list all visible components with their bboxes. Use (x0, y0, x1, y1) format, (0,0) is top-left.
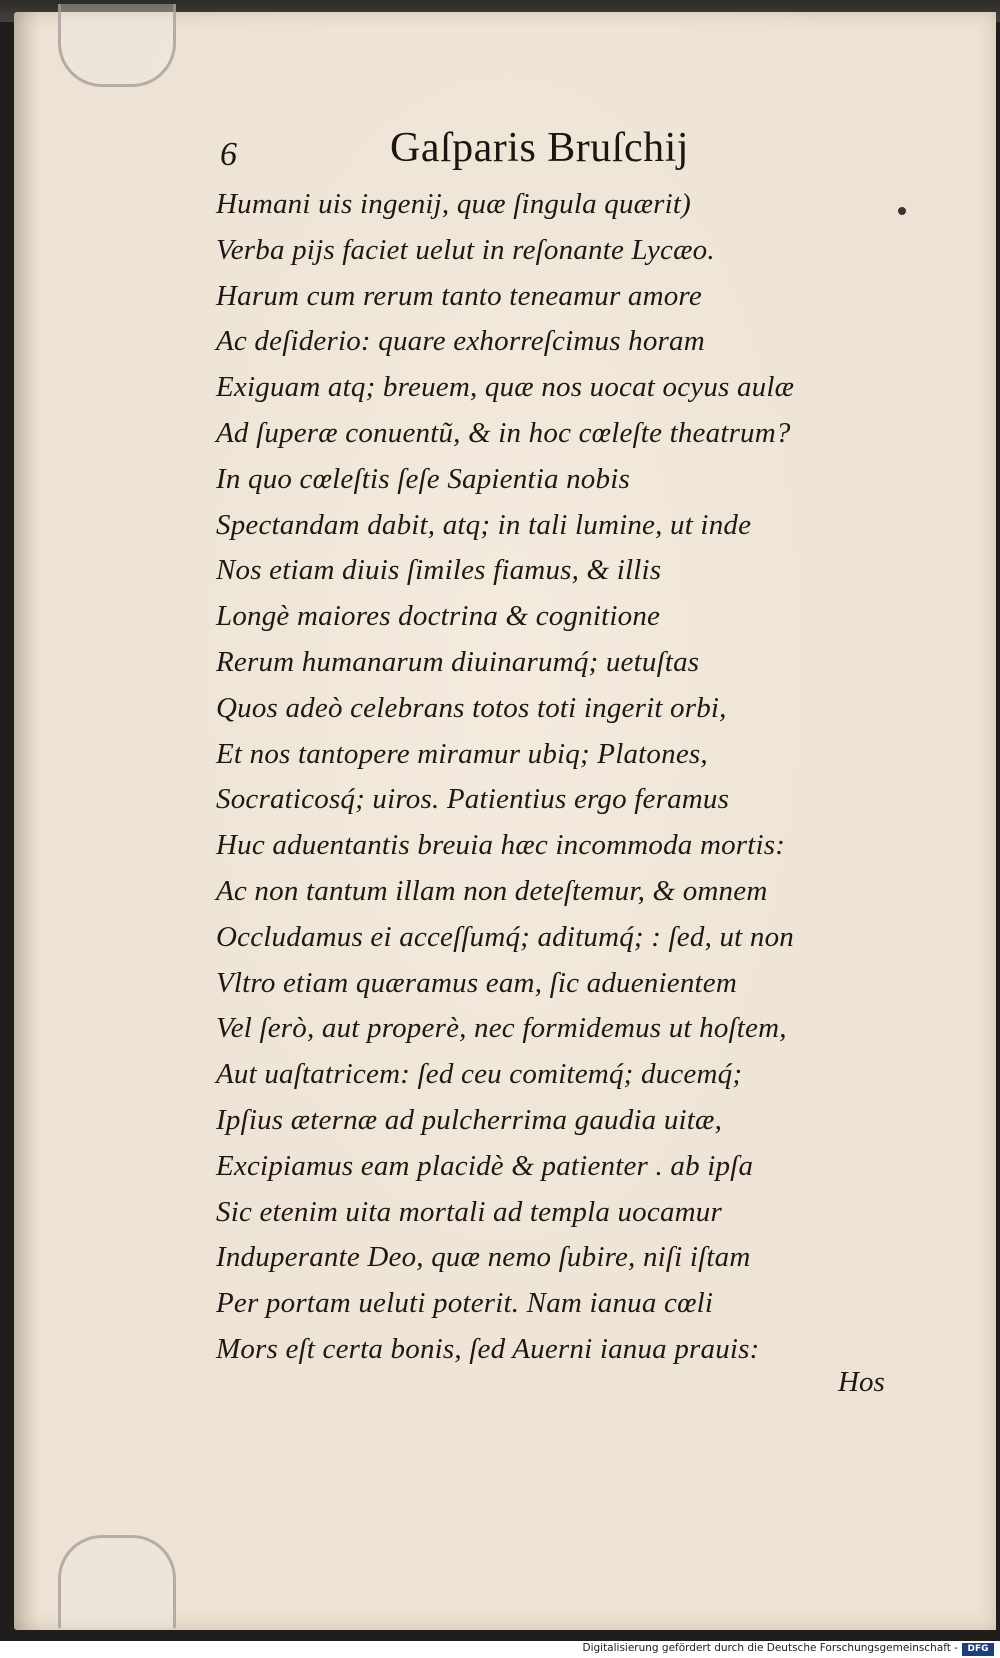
verse-line: Socraticosq́; uiros. Patientius ergo feramus (216, 783, 730, 816)
verse-line: Induperante Deo, quæ nemo ſubire, niſi iſtam (216, 1241, 751, 1274)
verse-line: Quos adeò celebrans totos toti ingerit orbi, (216, 691, 727, 724)
page-clip-bottom (58, 1535, 176, 1628)
page-clip-top (58, 4, 176, 87)
running-title: Gaſparis Bruſchij (390, 125, 689, 171)
verse-line: Vel ſerò, aut properè, nec formidemus ut hoſtem, (216, 1012, 787, 1045)
verse-line: In quo cœleſtis ſeſe Sapientia nobis (216, 462, 630, 495)
verse-line: Ipſius æternæ ad pulcherrima gaudia uitæ, (216, 1103, 723, 1136)
verse-line: Rerum humanarum diuinarumq́; uetuſtas (216, 645, 700, 678)
verse-line: Et nos tantopere miramur ubiq; Platones, (216, 737, 708, 770)
verse-line: Nos etiam diuis ſimiles fiamus, & illis (216, 554, 662, 587)
funding-note: Digitalisierung gefördert durch die Deutsche Forschungsgemeinschaft - (582, 1642, 958, 1654)
verse-line: Per portam ueluti poterit. Nam ianua cœli (216, 1287, 714, 1320)
verse-line: Longè maiores doctrina & cognitione (216, 600, 661, 633)
verse-line: Harum cum rerum tanto teneamur amore (216, 279, 702, 312)
verse-line: Ad ſuperæ conuentũ, & in hoc cœleſte theatrum? (216, 416, 791, 449)
catchword: Hos (838, 1366, 885, 1398)
verse-text (216, 182, 916, 1373)
verse-line: Mors eſt certa bonis, ſed Auerni ianua prauis: (216, 1332, 760, 1365)
verse-line: Ac non tantum illam non deteſtemur, & omnem (216, 874, 768, 907)
dfg-logo: DFG (962, 1643, 994, 1656)
verse-line: Excipiamus eam placidè & patienter . ab ipſa (216, 1149, 754, 1182)
verse-line: Ac deſiderio: quare exhorreſcimus horam (216, 325, 705, 358)
page-header (220, 124, 780, 180)
verse-line: Sic etenim uita mortali ad templa uocamur (216, 1195, 722, 1228)
verse-line: Exiguam atq; breuem, quæ nos uocat ocyus aulæ (216, 371, 795, 404)
verse-line: Huc aduentantis breuia hæc incommoda mortis: (216, 829, 786, 862)
page-number: 6 (220, 136, 237, 173)
verse-line: Spectandam dabit, atq; in tali lumine, ut inde (216, 508, 752, 541)
ink-spot (898, 207, 906, 215)
verse-line: Verba pijs faciet uelut in reſonante Lycæo. (216, 233, 715, 266)
verse-line: Occludamus ei acceſſumq́; aditumq́; : ſed, ut non (216, 920, 794, 953)
footer-bar (0, 1641, 1000, 1658)
verse-line: Humani uis ingenij, quæ ſingula quærit) (216, 188, 692, 220)
verse-line: Aut uaſtatricem: ſed ceu comitemq́; ducemq́; (216, 1058, 743, 1091)
verse-line: Vltro etiam quæramus eam, ſic aduenientem (216, 966, 737, 999)
